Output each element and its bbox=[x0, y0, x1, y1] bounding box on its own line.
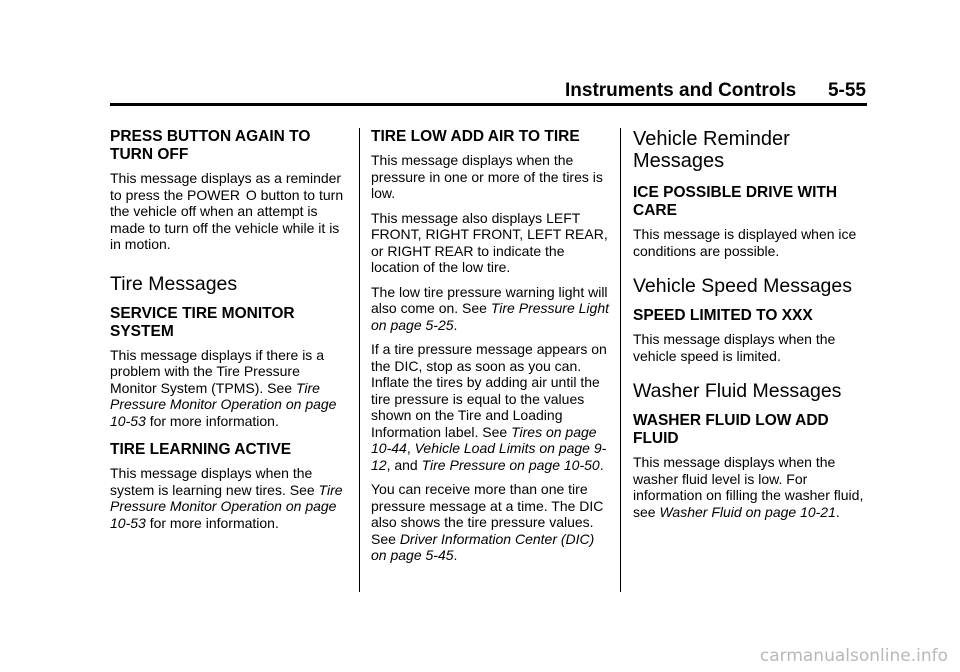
tire-learning-reference[interactable]: Tire Pressure Monitor Operation on page 10-53 bbox=[110, 481, 343, 531]
column-divider-2 bbox=[620, 128, 621, 592]
tires-reference[interactable]: Tires on page 10-44 bbox=[371, 423, 597, 456]
ice-possible-paragraph: This message is displayed when ice conditions are possible. bbox=[633, 226, 857, 259]
tire-messages-heading: Tire Messages bbox=[110, 272, 238, 295]
washer-fluid-reference[interactable]: Washer Fluid on page 10-21 bbox=[659, 503, 836, 520]
washer-fluid-heading: Washer Fluid Messages bbox=[633, 380, 842, 402]
tire-learning-paragraph: This message displays when the system is learning new tires. See Tire Pressure Monitor Operation on page 10-53 for more information. bbox=[110, 465, 343, 531]
tire-low-paragraph-3: The low tire pressure warning light will also come on. See Tire Pressure Light on page 5-25. bbox=[371, 283, 610, 333]
tire-low-paragraph-4: If a tire pressure message appears on the DIC, stop as soon as you can. Inflate the tires by adding air until the tire pressure is equal to the values shown on the Tire and Loading Information label. See Tires on page 10-44, Vehicle Load Limits on page 9-12, and Tire Pressure on page 10-50. bbox=[371, 341, 607, 473]
ice-possible-title: ICE POSSIBLE DRIVE WITH CARE bbox=[633, 184, 838, 219]
column-3 bbox=[633, 128, 871, 528]
speed-limited-title: SPEED LIMITED TO XXX bbox=[633, 307, 813, 324]
tire-pressure-light-reference[interactable]: Tire Pressure Light on page 5-25 bbox=[371, 300, 610, 333]
watermark: carmanualsonline.info bbox=[759, 646, 948, 666]
press-button-title: PRESS BUTTON AGAIN TO TURN OFF bbox=[110, 128, 311, 163]
press-button-paragraph: This message displays as a reminder to press the POWER O button to turn the vehicle off when an attempt is made to turn off the vehicle while it is in motion. bbox=[110, 170, 344, 252]
vehicle-reminder-heading: Vehicle Reminder Messages bbox=[633, 128, 790, 172]
vehicle-speed-heading: Vehicle Speed Messages bbox=[633, 275, 852, 297]
washer-fluid-paragraph: This message displays when the washer fluid level is low. For information on filling the washer fluid, see Washer Fluid on page 10-21. bbox=[633, 454, 864, 520]
tire-pressure-reference[interactable]: Tire Pressure on page 10-50 bbox=[421, 456, 600, 473]
service-tire-title: SERVICE TIRE MONITOR SYSTEM bbox=[110, 304, 295, 340]
tire-low-title: TIRE LOW ADD AIR TO TIRE bbox=[371, 128, 580, 145]
washer-fluid-title: WASHER FLUID LOW ADD FLUID bbox=[633, 412, 829, 447]
section-title: Instruments and Controls bbox=[565, 80, 797, 101]
service-tire-reference[interactable]: Tire Pressure Monitor Operation on page 10-53 bbox=[110, 379, 337, 429]
tire-learning-title: TIRE LEARNING ACTIVE bbox=[110, 441, 292, 458]
page-number: 5-55 bbox=[827, 80, 866, 101]
speed-limited-paragraph: This message displays when the vehicle speed is limited. bbox=[633, 331, 836, 364]
vehicle-load-limits-reference[interactable]: Vehicle Load Limits on page 9-12 bbox=[371, 440, 607, 473]
service-tire-paragraph: This message displays if there is a problem with the Tire Pressure Monitor System (TPMS). See Tire Pressure Monitor Operation on page 10-53 for more information. bbox=[110, 346, 337, 429]
column-2 bbox=[371, 128, 609, 572]
dic-reference[interactable]: Driver Information Center (DIC) on page 5-45 bbox=[371, 530, 595, 563]
tire-low-paragraph-5: You can receive more than one tire pressure message at a time. The DIC also shows the tire pressure values. See Driver Information Center (DIC) on page 5-45. bbox=[371, 481, 604, 563]
header-rule bbox=[110, 103, 867, 106]
column-1 bbox=[110, 128, 348, 539]
column-divider-1 bbox=[359, 128, 360, 592]
tire-low-paragraph-2: This message also displays LEFT FRONT, RIGHT FRONT, LEFT REAR, or RIGHT REAR to indicate the location of the low tire. bbox=[371, 209, 608, 275]
power-icon: O bbox=[245, 186, 257, 203]
tire-low-paragraph-1: This message displays when the pressure in one or more of the tires is low. bbox=[371, 152, 603, 201]
